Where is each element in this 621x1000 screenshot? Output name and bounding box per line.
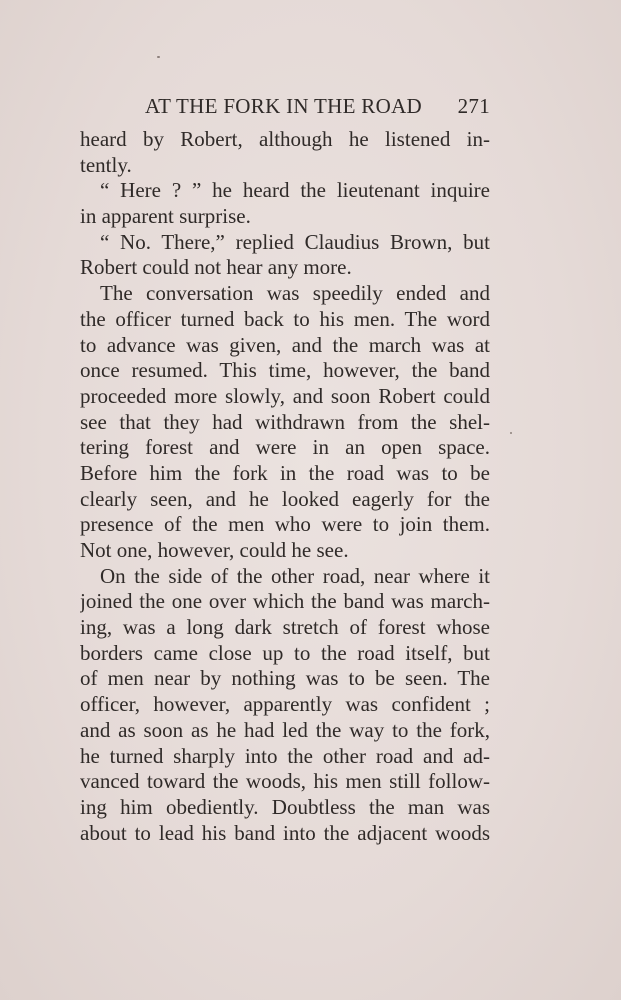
text-line: to advance was given, and the march was at [80,332,490,357]
text-line: Not one, however, could he see. [80,538,349,562]
text-line: ing him obediently. Doubtless the man was [80,794,490,819]
page-header [145,94,490,124]
text-line: see that they had withdrawn from the shel- [80,409,490,434]
paper-speck [510,432,512,434]
text-line: he turned sharply into the other road and ad- [80,743,490,768]
text-line: ing, was a long dark stretch of forest whose [80,615,490,640]
text-line: borders came close up to the road itself, but [80,640,490,665]
text-line: and as soon as he had led the way to the fork, [80,717,490,742]
text-line: once resumed. This time, however, the band [80,358,490,383]
text-line: tently. [80,152,132,177]
text-line: “ Here ? ” he heard the lieutenant inquire [100,178,490,203]
text-line: presence of the men who were to join them. [80,512,490,537]
text-line: vanced toward the woods, his men still follow- [80,769,490,794]
text-line: heard by Robert, although he listened in- [80,127,490,151]
text-line: joined the one over which the band was march- [80,589,490,614]
text-line: Before him the fork in the road was to be [80,460,490,485]
text-line: about to lead his band into the adjacent woods [80,820,490,845]
text-line: The conversation was speedily ended and [100,281,490,306]
text-line: proceeded more slowly, and soon Robert could [80,383,490,408]
text-line: in apparent surprise. [80,204,251,229]
text-line: the officer turned back to his men. The word [80,306,490,331]
text-line: Robert could not hear any more. [80,255,352,280]
text-line: tering forest and were in an open space. [80,435,490,460]
running-head: AT THE FORK IN THE ROAD [145,94,422,118]
text-line: On the side of the other road, near where it [100,563,490,588]
text-line: officer, however, apparently was confident ; [80,692,490,717]
text-line: clearly seen, and he looked eagerly for the [80,486,490,511]
page-number: 271 [457,94,490,118]
text-line: of men near by nothing was to be seen. The [80,666,490,691]
text-line: “ No. There,” replied Claudius Brown, but [100,229,490,254]
paper-speck [157,56,160,58]
body-text [80,127,490,846]
